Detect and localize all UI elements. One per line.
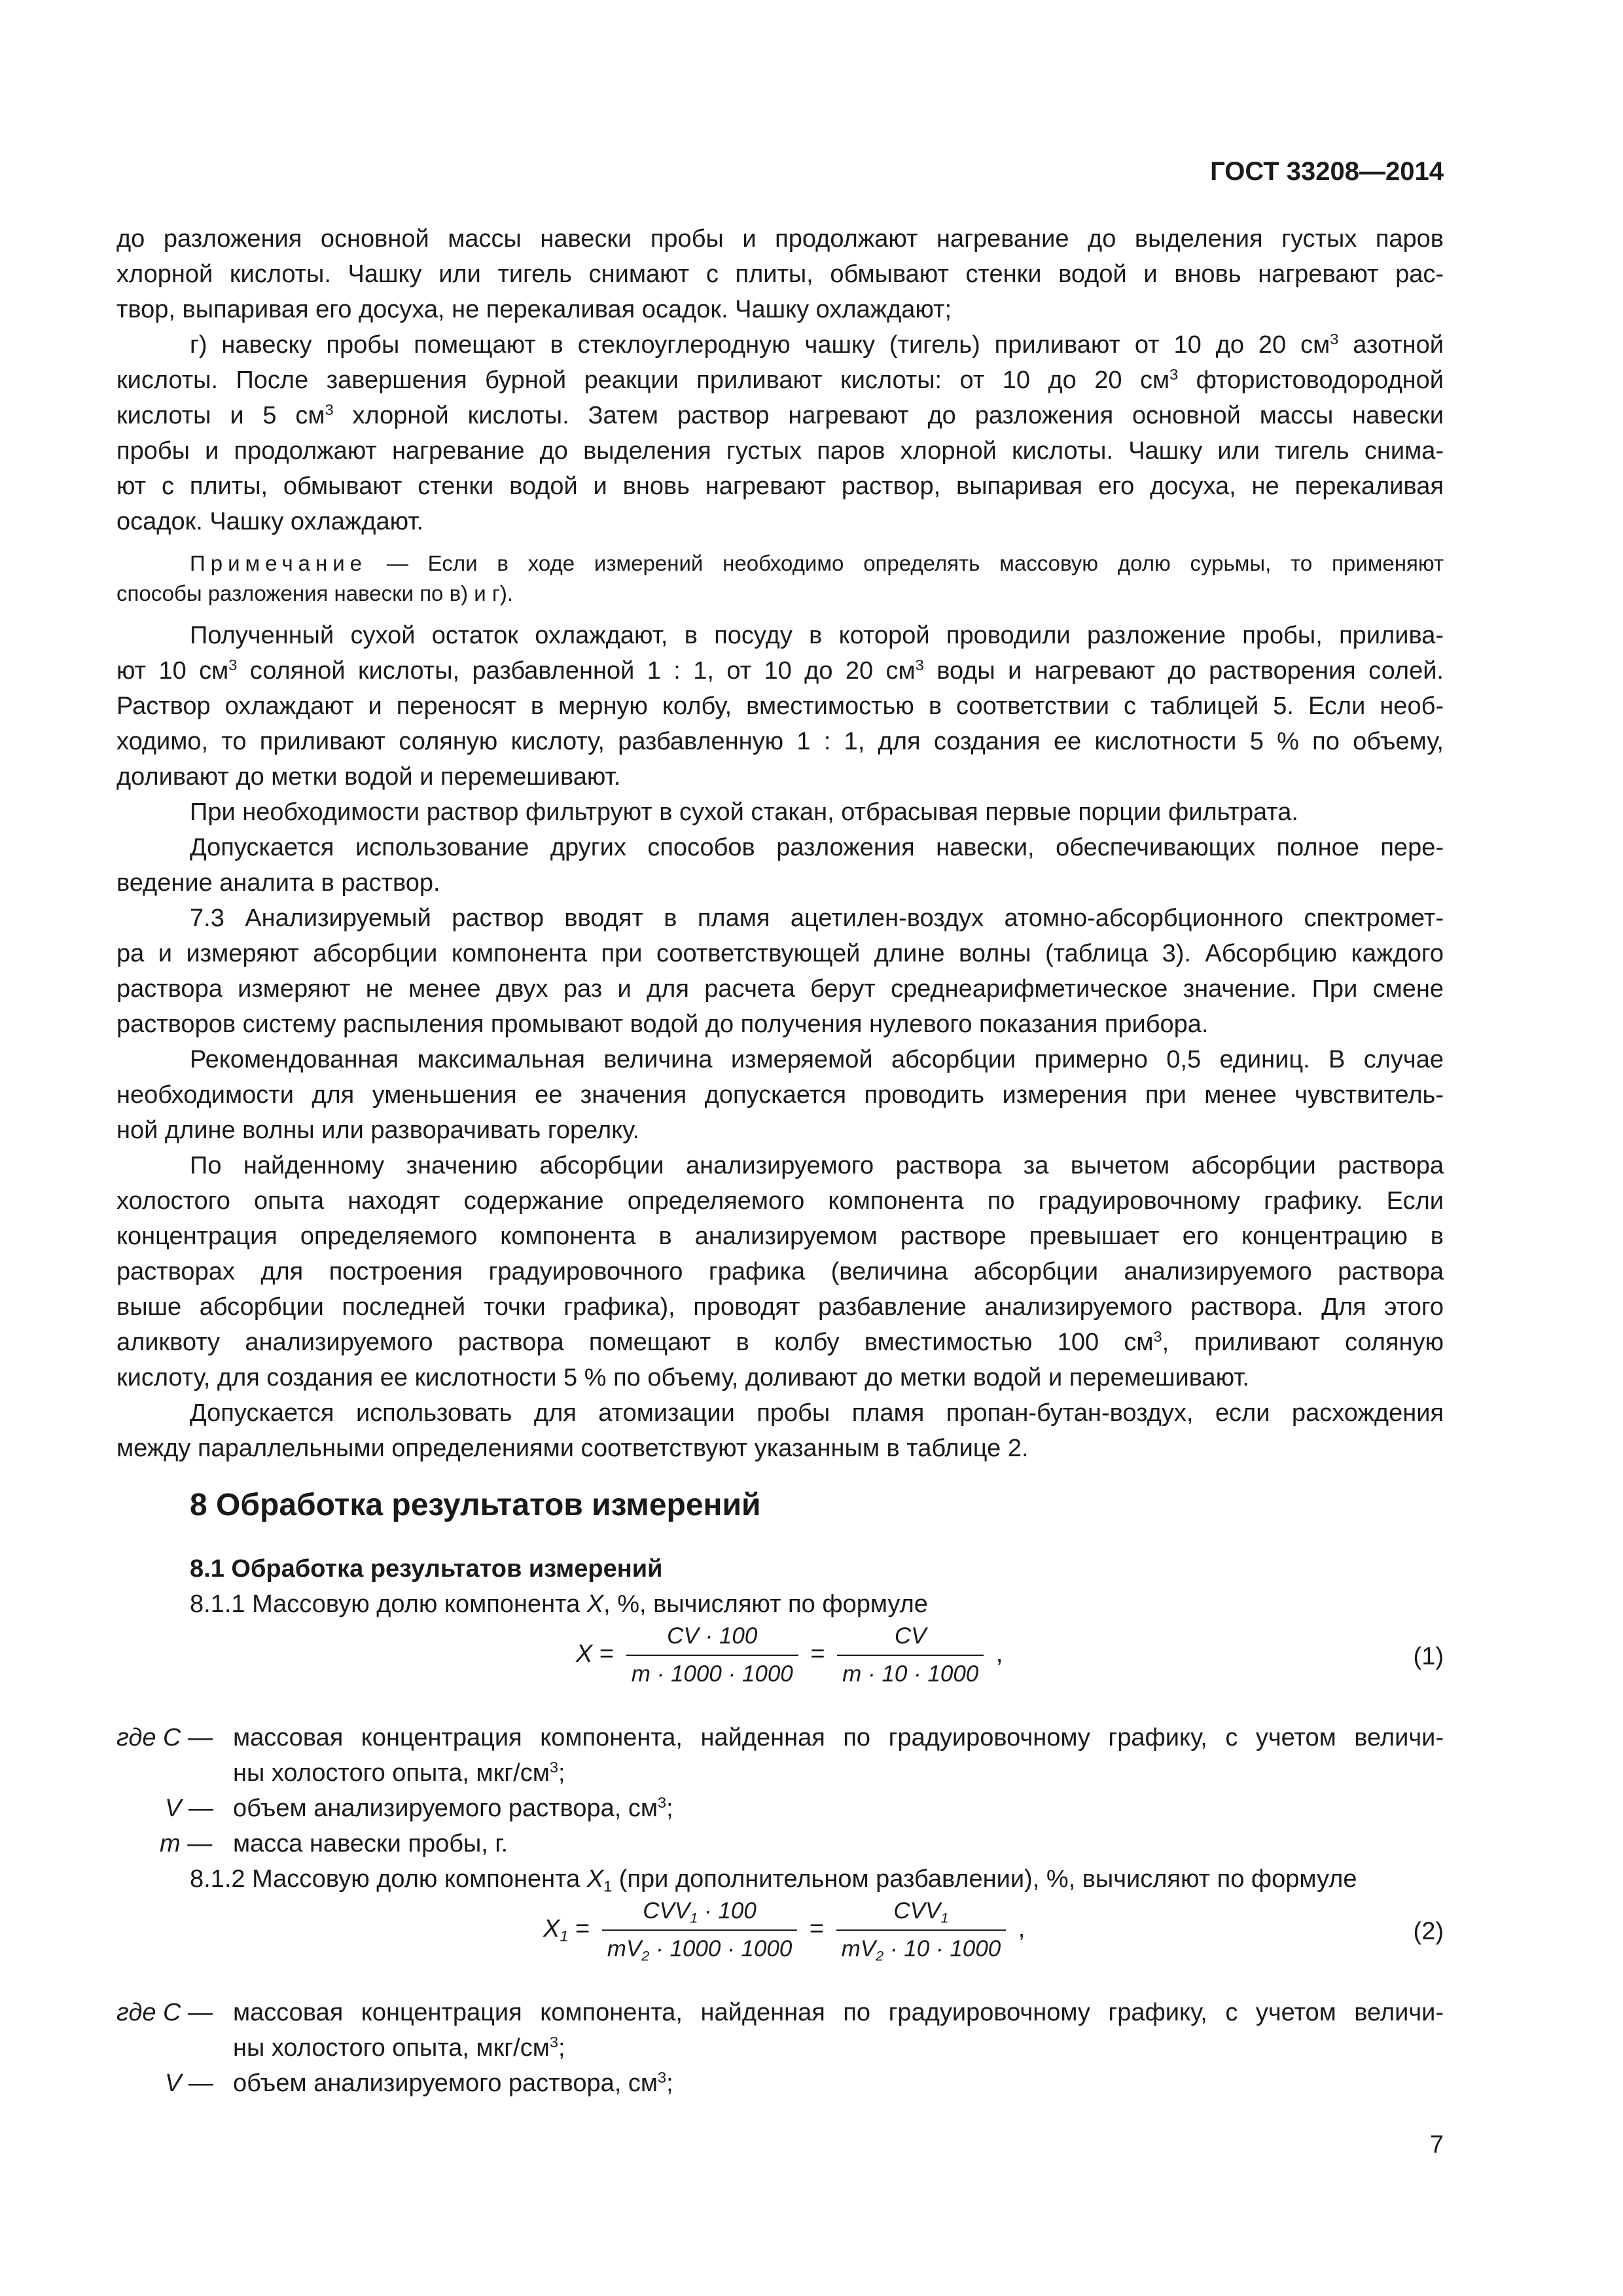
paragraph-g-line-1: г) навеску пробы помещают в стеклоуглеродную чашку (тигель) приливают от 10 до 20 $см^3$ азотной [190, 331, 1444, 359]
formula-1-fraction-2: $\frac{CV}{m \cdot 10 \cdot 1000}$ [837, 1622, 984, 1689]
paragraph-residue-line-2: ют 10 $см^3$ соляной кислоты, разбавленной 1 : 1, от 10 до 20 $см^3$ воды и нагревают до растворения солей. [116, 656, 1444, 685]
paragraph-found-line-3: концентрация определяемого компонента в анализируемом растворе превышает его концентрацию в [116, 1223, 1444, 1250]
paragraph-7-3-line-3: раствора измеряют не менее двух раз и для расчета берут среднеарифметическое значение. При смене [116, 975, 1444, 1003]
paragraph-other-line-1: Допускается использование других способов разложения навески, обеспечивающих полное пере- [190, 834, 1444, 861]
formula-2-lhs: $X_1$ [543, 1915, 569, 1945]
formula-1-fraction-1: $\frac{CV \cdot 100}{m \cdot 1000 \cdot 1000}$ [626, 1622, 798, 1689]
definition-c-1: где C — массовая концентрация компонента, найденная по градуировочному графику, с учетом величи- ны холостого опыта, мкг/$см^3$; [116, 1724, 1444, 1787]
paragraph-7-3-line-2: ра и измеряют абсорбции компонента при соответствующей длине волны (таблица 3). Абсорбцию каждого [116, 940, 1444, 967]
paragraph-g-line-6: осадок. Чашку охлаждают. [116, 508, 424, 535]
paragraph-g-line-5: ют с плиты, обмывают стенки водой и вновь нагревают раствор, выпаривая его досуха, не перекаливая [116, 473, 1444, 500]
formula-1: X = $\frac{CV \cdot 100}{m \cdot 1000 \cdot 1000}$ = $\frac{CV}{m \cdot 10 \cdot 1000}$ , [576, 1622, 1003, 1689]
paragraph-found-line-6: аликвоту анализируемого раствора помещают в колбу вместимостью 100 $см^3$, приливают соляную [116, 1328, 1444, 1356]
paragraph-g-line-2: кислоты. После завершения бурной реакции приливают кислоты: от 10 до 20 $см^3$ фтористоводородной [116, 366, 1444, 394]
note-line-1: Примечание — Если в ходе измерений необходимо определять массовую долю сурьмы, то применяют [190, 551, 1444, 575]
paragraph-propane-line-2: между параллельными определениями соответствуют указанным в таблице 2. [116, 1435, 1029, 1462]
formula-2-number: (2) [1413, 1918, 1444, 1945]
formula-1-lhs: X [576, 1640, 593, 1668]
paragraph-filter: При необходимости раствор фильтруют в сухой стакан, отбрасывая первые порции фильтрата. [190, 798, 1298, 826]
paragraph-residue-line-4: ходимо, то приливают соляную кислоту, разбавленную 1 : 1, для создания ее кислотности 5 % по объему, [116, 728, 1444, 755]
subsection-8-1-heading: 8.1 Обработка результатов измерений [190, 1555, 663, 1583]
paragraph-max-line-2: необходимости для уменьшения ее значения допускается проводить измерения при менее чувствитель- [116, 1081, 1444, 1109]
paragraph-8-1-1: 8.1.1 Массовую долю компонента X, %, вычисляют по формуле [190, 1590, 928, 1618]
paragraph-b-line-2: хлорной кислоты. Чашку или тигель снимают с плиты, обмывают стенки водой и вновь нагревают рас- [116, 260, 1444, 288]
definition-m-1: m — масса навески пробы, г. [160, 1830, 508, 1857]
paragraph-max-line-3: ной длине волны или разворачивать горелку. [116, 1117, 640, 1144]
section-8-heading: 8 Обработка результатов измерений [190, 1488, 761, 1522]
paragraph-found-line-7: кислоту, для создания ее кислотности 5 % по объему, доливают до метки водой и перемешивают. [116, 1364, 1249, 1391]
paragraph-g-line-3: кислоты и 5 $см^3$ хлорной кислоты. Затем раствор нагревают до разложения основной массы навески [116, 401, 1444, 429]
paragraph-b-line-3: твор, выпаривая его досуха, не перекаливая осадок. Чашку охлаждают; [116, 296, 952, 323]
paragraph-b-line-1: до разложения основной массы навески пробы и продолжают нагревание до выделения густых паров [116, 225, 1444, 253]
paragraph-residue-line-5: доливают до метки водой и перемешивают. [116, 763, 621, 791]
paragraph-found-line-4: растворах для построения градуировочного графика (величина абсорбции анализируемого раствора [116, 1258, 1444, 1285]
paragraph-residue-line-3: Раствор охлаждают и переносят в мерную колбу, вместимостью в соответствии с таблицей 5. Если необ- [116, 692, 1444, 720]
definition-v-2: V — объем анализируемого раствора, $см^3$; [165, 2069, 673, 2097]
document-header-id: ГОСТ 33208—2014 [1210, 157, 1444, 186]
paragraph-residue-line-1: Полученный сухой остаток охлаждают, в посуду в которой проводили разложение пробы, прилива- [190, 622, 1444, 649]
note-line-2: способы разложения навески по в) и г). [116, 581, 514, 605]
paragraph-g-line-4: пробы и продолжают нагревание до выделения густых паров хлорной кислоты. Чашку или тигель снима- [116, 437, 1444, 465]
paragraph-propane-line-1: Допускается использовать для атомизации пробы пламя пропан-бутан-воздух, если расхождения [190, 1399, 1444, 1427]
formula-2-fraction-1: $\frac{CVV_1 \cdot 100}{mV_2 \cdot 1000 \cdot 1000}$ [602, 1897, 798, 1964]
note-label: Примечание [190, 551, 368, 575]
formula-2-fraction-2: $\frac{CVV_1}{mV_2 \cdot 10 \cdot 1000}$ [836, 1897, 1007, 1964]
page-number: 7 [1429, 2131, 1444, 2159]
paragraph-7-3-line-1: 7.3 Анализируемый раствор вводят в пламя ацетилен-воздух атомно-абсорбционного спектромет- [190, 905, 1444, 932]
definition-v-1: V — объем анализируемого раствора, $см^3$; [165, 1794, 673, 1822]
formula-2: $X_1$ = $\frac{CVV_1 \cdot 100}{mV_2 \cdot 1000 \cdot 1000}$ = $\frac{CVV_1}{mV_2 \cdot 10 \cdot 1000}$ , [543, 1898, 1026, 1964]
paragraph-7-3-line-4: растворов систему распыления промывают водой до получения нулевого показания прибора. [116, 1011, 1209, 1038]
paragraph-found-line-5: выше абсорбции последней точки графика), проводят разбавление анализируемого раствора. Для этого [116, 1293, 1444, 1321]
formula-1-number: (1) [1413, 1643, 1444, 1670]
paragraph-found-line-2: холостого опыта находят содержание определяемого компонента по градуировочному графику. Если [116, 1187, 1444, 1215]
paragraph-other-line-2: ведение аналита в раствор. [116, 869, 440, 897]
paragraph-8-1-2: 8.1.2 Массовую долю компонента $X_1$ (при дополнительном разбавлении), %, вычисляют по формуле [190, 1865, 1357, 1895]
paragraph-found-line-1: По найденному значению абсорбции анализируемого раствора за вычетом абсорбции раствора [190, 1152, 1444, 1179]
definition-c-2: где C — массовая концентрация компонента, найденная по градуировочному графику, с учетом величи- ны холостого опыта, мкг/$см^3$; [116, 1999, 1444, 2062]
paragraph-max-line-1: Рекомендованная максимальная величина измеряемой абсорбции примерно 0,5 единиц. В случае [190, 1046, 1444, 1073]
